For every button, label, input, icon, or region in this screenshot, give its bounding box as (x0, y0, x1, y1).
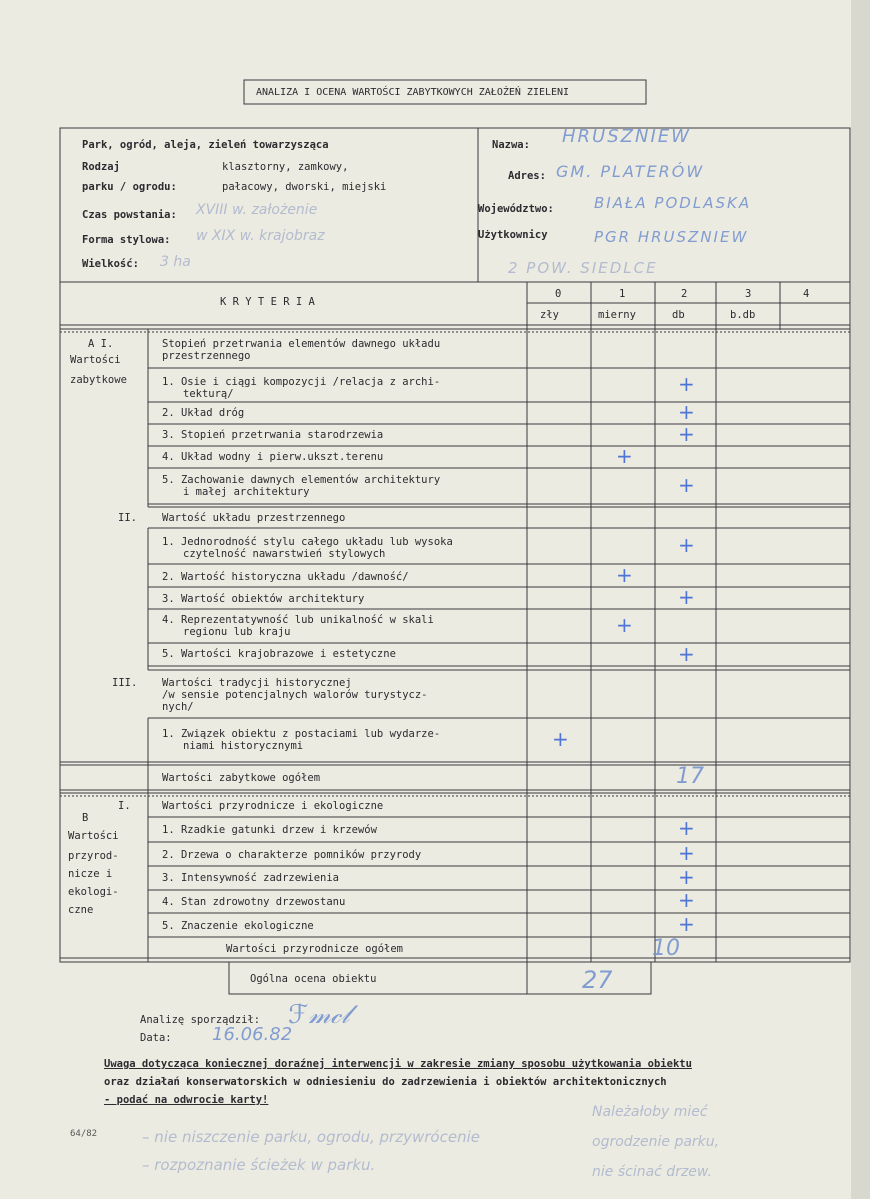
uzytkownicy-value: PGR HRUSZNIEW (594, 228, 749, 246)
score-mark-a-i-2: + (678, 400, 695, 424)
a-ii-row-4: 4. Reprezentatywność lub unikalność w skali (162, 614, 434, 626)
overall-value: 27 (582, 966, 613, 994)
rodzaj-label2: parku / ogrodu: (82, 181, 177, 193)
type-line: Park, ogród, aleja, zieleń towarzysząca (82, 139, 329, 151)
score-mark-a-i-1: + (678, 372, 695, 396)
b-title: Wartości przyrodnicze i ekologiczne (162, 800, 384, 812)
score-mark-b-1: + (678, 816, 695, 840)
a-ii-row-2: 2. Wartość historyczna układu /dawność/ (162, 571, 409, 583)
a-iii-row-1: 1. Związek obiektu z postaciami lub wydarze- (162, 728, 441, 740)
score-label-3: b.db (730, 309, 756, 321)
score-mark-b-2: + (678, 841, 695, 865)
a-i-row-2: 2. Układ dróg (162, 407, 245, 419)
score-mark-a-i-3: + (678, 422, 695, 446)
b-total-value: 10 (652, 936, 680, 961)
score-mark-a-i-4: + (616, 444, 633, 468)
form-title: ANALIZA I OCENA WARTOŚCI ZABYTKOWYCH ZAŁOŻEŃ ZIELENI (256, 87, 570, 98)
uzytkownicy-label: Użytkownicy (478, 229, 548, 241)
score-mark-b-5: + (678, 912, 695, 936)
b-row-3: 3. Intensywność zadrzewienia (162, 872, 340, 884)
a-i-title2: przestrzennego (162, 350, 251, 362)
a-ii-row-4b: regionu lub kraju (183, 626, 291, 638)
a-ii-row-1b: czytelność nawarstwień stylowych (183, 548, 386, 560)
analiza-label: Analizę sporządził: (140, 1014, 261, 1026)
signature: ℱ𝓂𝒸𝓁 (288, 1000, 350, 1030)
uzytkownicy-value2: 2 POW. SIEDLCE (508, 259, 658, 277)
date-value: 16.06.82 (212, 1024, 293, 1045)
section-b-label: I. (118, 800, 131, 812)
a-iii-title2: /w sensie potencjalnych walorów turystycz- (162, 689, 428, 701)
score-label-2: db (672, 309, 685, 321)
b-row-1: 1. Rzadkie gatunki drzew i krzewów (162, 824, 377, 836)
section-b-sub-0: Wartości (68, 830, 119, 842)
a-iii-title3: nych/ (162, 701, 194, 713)
adres-label: Adres: (508, 170, 546, 182)
a-total-value: 17 (676, 764, 704, 789)
b-row-2: 2. Drzewa o charakterze pomników przyrody (162, 849, 422, 861)
a-i-row-1b: tekturą/ (183, 388, 234, 400)
adres-value: GM. PLATERÓW (556, 162, 705, 181)
rodzaj-option2: pałacowy, dworski, miejski (222, 181, 387, 193)
a-i-row-5: 5. Zachowanie dawnych elementów architektury (162, 474, 441, 486)
a-ii-row-5: 5. Wartości krajobrazowe i estetyczne (162, 648, 396, 660)
b-total-label: Wartości przyrodnicze ogółem (226, 943, 404, 955)
wielkosc-value: 3 ha (160, 254, 191, 270)
section-b-sub-4: czne (68, 904, 94, 916)
wojewodztwo-value: BIAŁA PODLASKA (594, 194, 752, 212)
section-b-sub-1: przyrod- (68, 850, 119, 862)
a-i-row-5b: i małej architektury (183, 486, 310, 498)
a-i-row-1: 1. Osie i ciągi kompozycji /relacja z archi- (162, 376, 441, 388)
section-b-letter: B (82, 812, 89, 824)
b-row-5: 5. Znaczenie ekologiczne (162, 920, 314, 932)
note-line-2: oraz działań konserwatorskich w odniesieniu do zadrzewienia i obiektów architektonicznych (104, 1076, 667, 1088)
a-total-label: Wartości zabytkowe ogółem (162, 772, 321, 784)
forma-value: w XIX w. krajobraz (196, 228, 325, 244)
score-mark-a-ii-3: + (678, 585, 695, 609)
score-mark-a-ii-2: + (616, 563, 633, 587)
section-b-sub-2: nicze i (68, 868, 113, 880)
handwritten-note-1: – nie niszczenie parku, ogrodu, przywrócenie (142, 1128, 480, 1146)
a-i-title1: Stopień przetrwania elementów dawnego układu (162, 338, 441, 350)
czas-value: XVIII w. założenie (196, 202, 318, 218)
wielkosc-label: Wielkość: (82, 258, 139, 270)
criteria-title: K R Y T E R I A (220, 296, 315, 308)
a-ii-row-1: 1. Jednorodność stylu całego układu lub wysoka (162, 536, 453, 548)
score-4: 4 (803, 288, 810, 300)
a-iii-row-1b: niami historycznymi (183, 740, 304, 752)
section-a-label: A I. (88, 338, 114, 350)
section-a-sub1: Wartości (70, 354, 121, 366)
nazwa-value: HRUSZNIEW (562, 126, 691, 147)
data-label: Data: (140, 1032, 172, 1044)
a-i-row-3: 3. Stopień przetrwania starodrzewia (162, 429, 384, 441)
handwritten-note-5: nie ścinać drzew. (592, 1164, 712, 1180)
handwritten-note-4: ogrodzenie parku, (592, 1134, 720, 1150)
score-mark-b-3: + (678, 865, 695, 889)
rodzaj-option1: klasztorny, zamkowy, (222, 161, 349, 173)
nazwa-label: Nazwa: (492, 139, 530, 151)
a-iii-label: III. (112, 677, 138, 689)
forma-label: Forma stylowa: (82, 234, 171, 246)
score-mark-b-4: + (678, 888, 695, 912)
rodzaj-label: Rodzaj (82, 161, 120, 173)
section-a-sub2: zabytkowe (70, 374, 127, 386)
score-mark-a-i-5: + (678, 473, 695, 497)
wojewodztwo-label: Województwo: (478, 203, 554, 215)
a-ii-title: Wartość układu przestrzennego (162, 512, 346, 524)
corner-number: 64/82 (70, 1129, 98, 1139)
score-label-0: zły (540, 309, 559, 321)
a-i-row-4: 4. Układ wodny i pierw.ukszt.terenu (162, 451, 384, 463)
score-label-1: mierny (598, 309, 636, 321)
a-ii-label: II. (118, 512, 137, 524)
b-row-4: 4. Stan zdrowotny drzewostanu (162, 896, 346, 908)
handwritten-note-2: – rozpoznanie ścieżek w parku. (142, 1156, 376, 1174)
czas-label: Czas powstania: (82, 209, 177, 221)
score-3: 3 (745, 288, 752, 300)
score-0: 0 (555, 288, 562, 300)
handwritten-note-3: Należałoby mieć (592, 1104, 708, 1120)
overall-label: Ogólna ocena obiektu (250, 973, 377, 985)
score-mark-a-ii-5: + (678, 642, 695, 666)
score-mark-a-ii-1: + (678, 533, 695, 557)
note-line-1: Uwaga dotycząca koniecznej doraźnej interwencji w zakresie zmiany sposobu użytkowania obiektu (104, 1058, 692, 1070)
score-mark-a-iii-1: + (552, 727, 569, 751)
score-1: 1 (619, 288, 626, 300)
score-mark-a-ii-4: + (616, 613, 633, 637)
note-line-3: - podać na odwrocie karty! (104, 1094, 269, 1106)
a-ii-row-3: 3. Wartość obiektów architektury (162, 593, 365, 605)
score-2: 2 (681, 288, 688, 300)
a-iii-title1: Wartości tradycji historycznej (162, 677, 352, 689)
section-b-sub-3: ekologi- (68, 886, 119, 898)
